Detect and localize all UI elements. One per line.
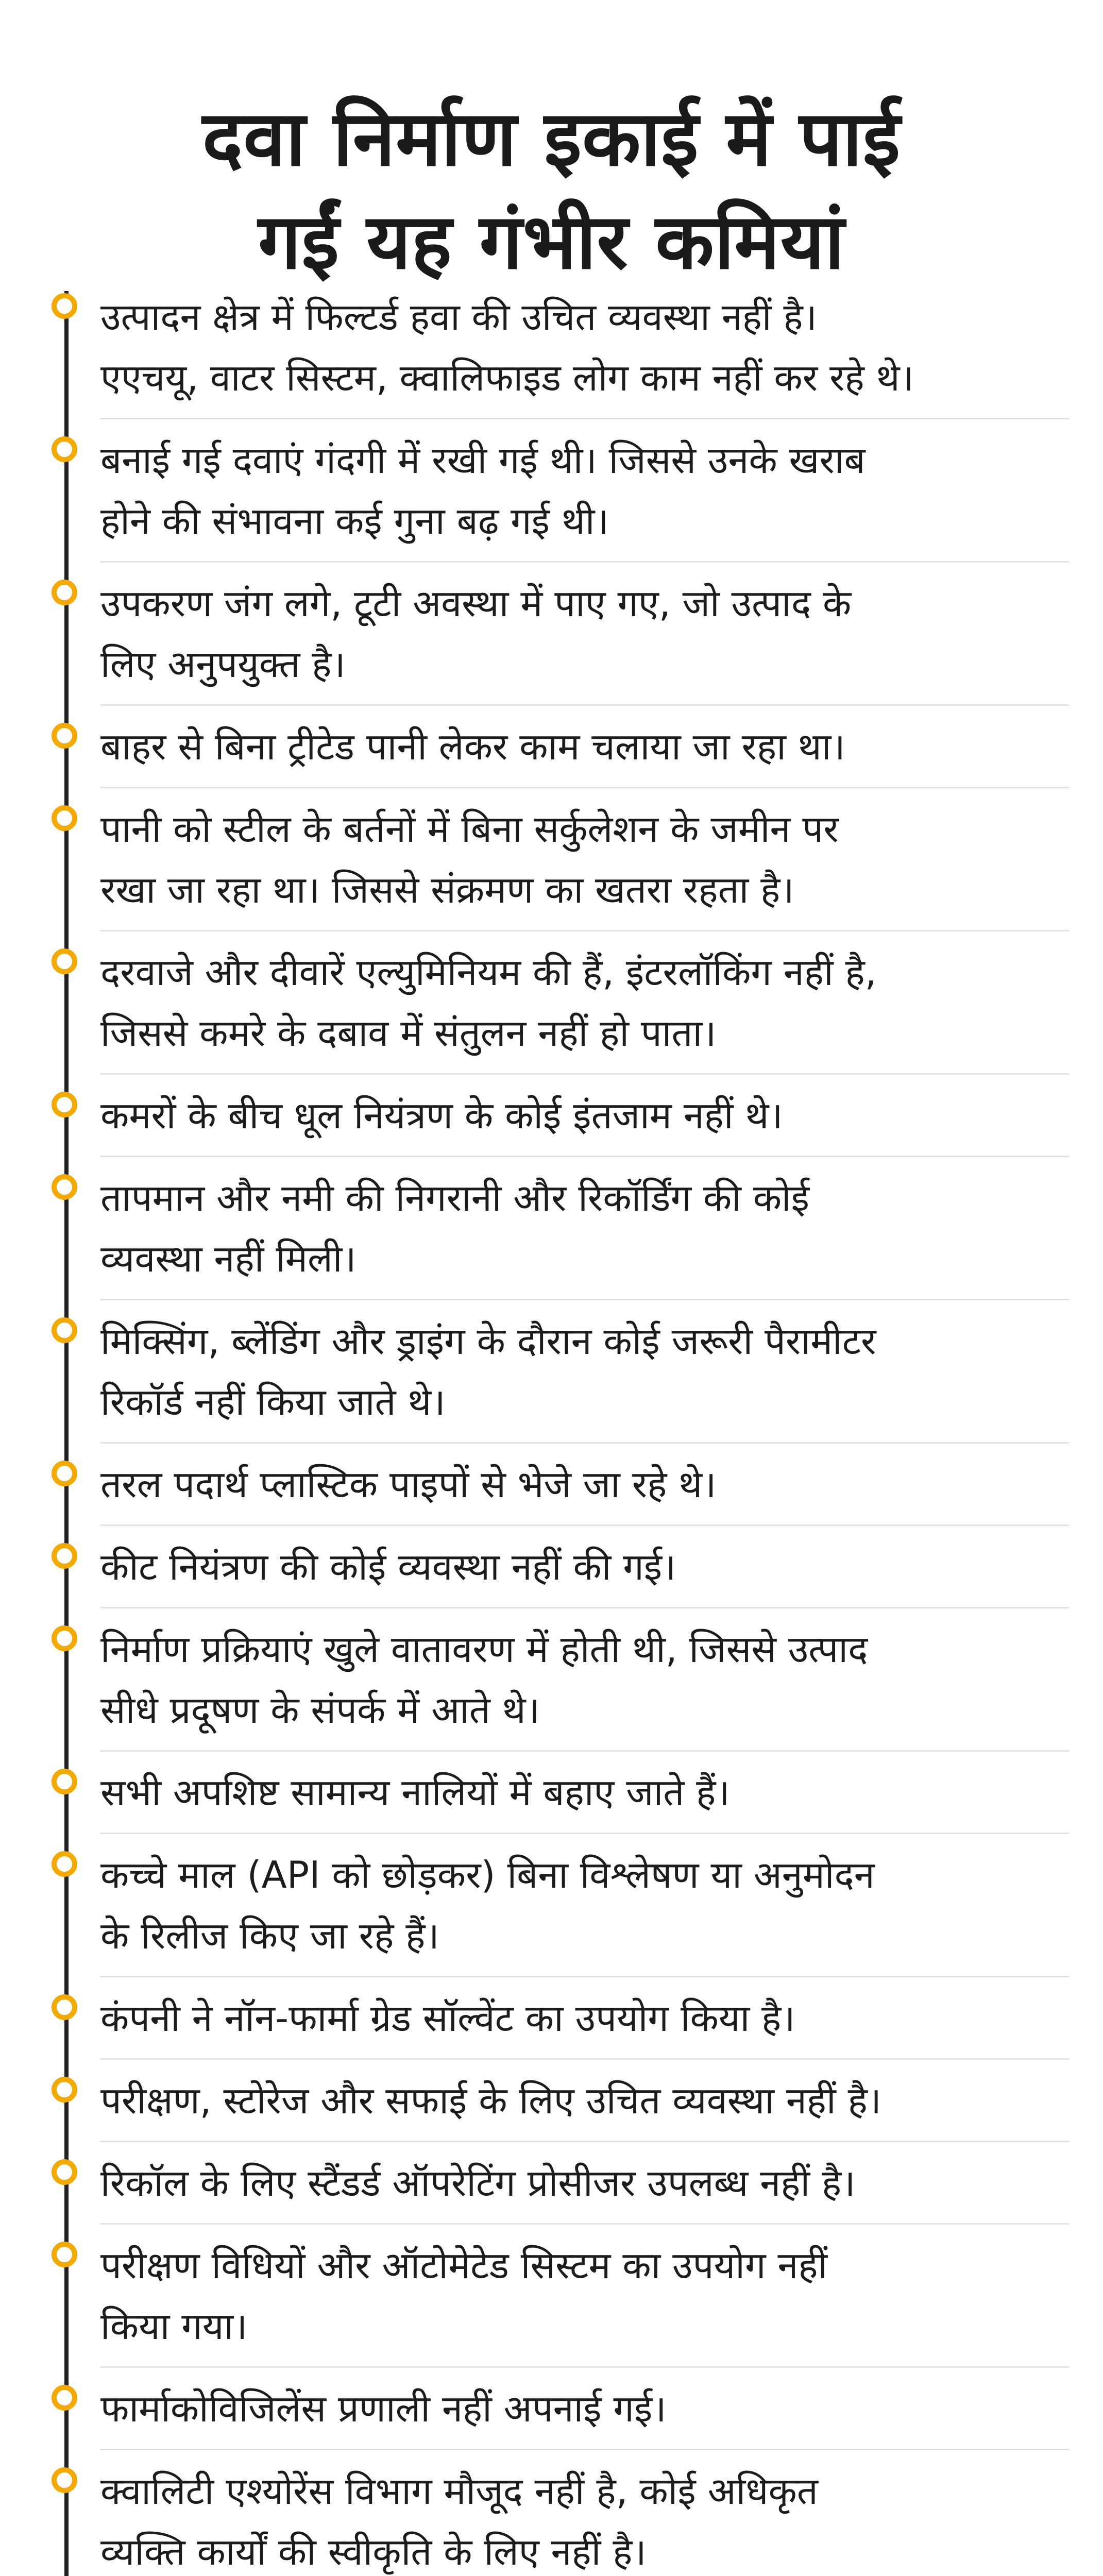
- bullet-circle-icon: [52, 1317, 77, 1343]
- list-item-text: [100, 430, 1079, 551]
- list-item-text: [100, 1536, 1079, 1597]
- list-item-text: [100, 942, 1079, 1063]
- list-item-line: बाहर से बिना ट्रीटेड पानी लेकर काम चलाया जा रहा था।: [100, 725, 845, 768]
- list-item-text: [100, 1085, 1079, 1146]
- list-item-line: कमरों के बीच धूल नियंत्रण के कोई इंतजाम नहीं थे।: [100, 1094, 783, 1137]
- list-item-line: उपकरण जंग लगे, टूटी अवस्था में पाए गए, जो उत्पाद के: [100, 582, 852, 625]
- list-item-text: [100, 1844, 1079, 1966]
- bullet-circle-icon: [52, 2077, 77, 2103]
- list-item-line: दरवाजे और दीवारें एल्युमिनियम की हैं, इंटरलॉकिंग नहीं है,: [100, 951, 877, 994]
- item-separator: [100, 561, 1069, 563]
- list-item-text: [100, 2378, 1079, 2439]
- item-separator: [100, 1607, 1069, 1608]
- bullet-circle-icon: [52, 2159, 77, 2185]
- item-separator: [100, 2058, 1069, 2060]
- list-item-line: होने की संभावना कई गुना बढ़ गई थी।: [100, 499, 609, 543]
- list-item-line: तरल पदार्थ प्लास्टिक पाइपों से भेजे जा रहे थे।: [100, 1463, 717, 1506]
- item-separator: [100, 1976, 1069, 1977]
- deficiency-timeline: [0, 276, 1103, 2576]
- title-line-2: गईं यह गंभीर कमियां: [258, 197, 845, 286]
- item-separator: [100, 1833, 1069, 1834]
- list-item-line: तापमान और नमी की निगरानी और रिकॉर्डिंग की कोई: [100, 1176, 809, 1219]
- bullet-circle-icon: [52, 1769, 77, 1794]
- list-item-text: [100, 1311, 1079, 1432]
- list-item-text: [100, 2153, 1079, 2213]
- bullet-circle-icon: [52, 293, 77, 319]
- item-separator: [100, 1524, 1069, 1526]
- bullet-circle-icon: [52, 2242, 77, 2267]
- item-separator: [100, 418, 1069, 419]
- item-separator: [100, 1750, 1069, 1752]
- list-item-line: व्यवस्था नहीं मिली।: [100, 1237, 357, 1280]
- bullet-circle-icon: [52, 580, 77, 605]
- list-item-text: [100, 286, 1079, 408]
- list-item-line: मिक्सिंग, ब्लेंडिंग और ड्राइंग के दौरान कोई जरूरी पैरामीटर: [100, 1319, 876, 1363]
- list-item-line: फार्माकोविजिलेंस प्रणाली नहीं अपनाई गई।: [100, 2387, 667, 2430]
- bullet-circle-icon: [52, 948, 77, 974]
- list-item-line: सीधे प्रदूषण के संपर्क में आते थे।: [100, 1688, 540, 1732]
- bullet-circle-icon: [52, 436, 77, 462]
- item-separator: [100, 704, 1069, 706]
- list-item-line: बनाई गई दवाएं गंदगी में रखी गई थी। जिससे उनके खराब: [100, 438, 866, 482]
- list-item-text: [100, 1167, 1079, 1289]
- bullet-circle-icon: [52, 1994, 77, 2020]
- bullet-circle-icon: [52, 723, 77, 749]
- list-item-line: परीक्षण, स्टोरेज और सफाई के लिए उचित व्यवस्था नहीं है।: [100, 2079, 882, 2122]
- bullet-circle-icon: [52, 1625, 77, 1651]
- list-item-line: के रिलीज किए जा रहे हैं।: [100, 1914, 439, 1957]
- list-item-text: [100, 2461, 1079, 2576]
- list-item-line: उत्पादन क्षेत्र में फिल्टर्ड हवा की उचित व्यवस्था नहीं है।: [100, 295, 817, 338]
- list-item-text: [100, 1762, 1079, 1823]
- item-separator: [100, 1156, 1069, 1157]
- bullet-circle-icon: [52, 1851, 77, 1877]
- list-item-text: [100, 1619, 1079, 1740]
- list-item-text: [100, 799, 1079, 920]
- list-item-text: [100, 573, 1079, 694]
- page-title: [0, 87, 1103, 293]
- list-item-line: सभी अपशिष्ट सामान्य नालियों में बहाए जाते हैं।: [100, 1771, 730, 1814]
- list-item-line: कीट नियंत्रण की कोई व्यवस्था नहीं की गई।: [100, 1545, 676, 1588]
- item-separator: [100, 2223, 1069, 2225]
- list-item-line: रखा जा रहा था। जिससे संक्रमण का खतरा रहता है।: [100, 868, 794, 911]
- bullet-circle-icon: [52, 1092, 77, 1117]
- bullet-circle-icon: [52, 1461, 77, 1486]
- timeline-line: [64, 291, 69, 2576]
- list-item-line: किया गया।: [100, 2304, 248, 2348]
- list-item-line: रिकॉर्ड नहीं किया जाते थे।: [100, 1380, 446, 1423]
- list-item-line: एएचयू, वाटर सिस्टम, क्वालिफाइड लोग काम नहीं कर रहे थे।: [100, 356, 914, 399]
- list-item-line: कंपनी ने नॉन-फार्मा ग्रेड सॉल्वेंट का उपयोग किया है।: [100, 1996, 795, 2040]
- title-line-1: दवा निर्माण इकाई में पाई: [202, 94, 901, 183]
- item-separator: [100, 1442, 1069, 1444]
- item-separator: [100, 1299, 1069, 1300]
- list-item-line: जिससे कमरे के दबाव में संतुलन नहीं हो पाता।: [100, 1011, 717, 1055]
- list-item-line: परीक्षण विधियों और ऑटोमेटेड सिस्टम का उपयोग नहीं: [100, 2244, 828, 2287]
- item-separator: [100, 2449, 1069, 2450]
- bullet-circle-icon: [52, 2467, 77, 2493]
- list-item-text: [100, 1454, 1079, 1515]
- list-item-line: निर्माण प्रक्रियाएं खुले वातावरण में होती थी, जिससे उत्पाद: [100, 1628, 868, 1671]
- item-separator: [100, 2141, 1069, 2142]
- list-item-line: क्वालिटी एश्योरेंस विभाग मौजूद नहीं है, कोई अधिकृत: [100, 2469, 818, 2513]
- item-separator: [100, 787, 1069, 788]
- list-item-line: कच्चे माल (API को छोड़कर) बिना विश्लेषण या अनुमोदन: [100, 1853, 875, 1896]
- bullet-circle-icon: [52, 1543, 77, 1569]
- bullet-circle-icon: [52, 2385, 77, 2411]
- item-separator: [100, 1073, 1069, 1075]
- list-item-line: पानी को स्टील के बर्तनों में बिना सर्कुलेशन के जमीन पर: [100, 807, 839, 851]
- list-item-text: [100, 2070, 1079, 2131]
- list-item-text: [100, 2235, 1079, 2357]
- list-item-text: [100, 1988, 1079, 2048]
- list-item-text: [100, 716, 1079, 777]
- list-item-line: रिकॉल के लिए स्टैंडर्ड ऑपरेटिंग प्रोसीजर उपलब्ध नहीं है।: [100, 2161, 856, 2205]
- bullet-circle-icon: [52, 805, 77, 831]
- bullet-circle-icon: [52, 1174, 77, 1200]
- list-item-line: व्यक्ति कार्यों की स्वीकृति के लिए नहीं है।: [100, 2530, 647, 2573]
- item-separator: [100, 930, 1069, 931]
- item-separator: [100, 2366, 1069, 2368]
- list-item-line: लिए अनुपयुक्त है।: [100, 642, 346, 686]
